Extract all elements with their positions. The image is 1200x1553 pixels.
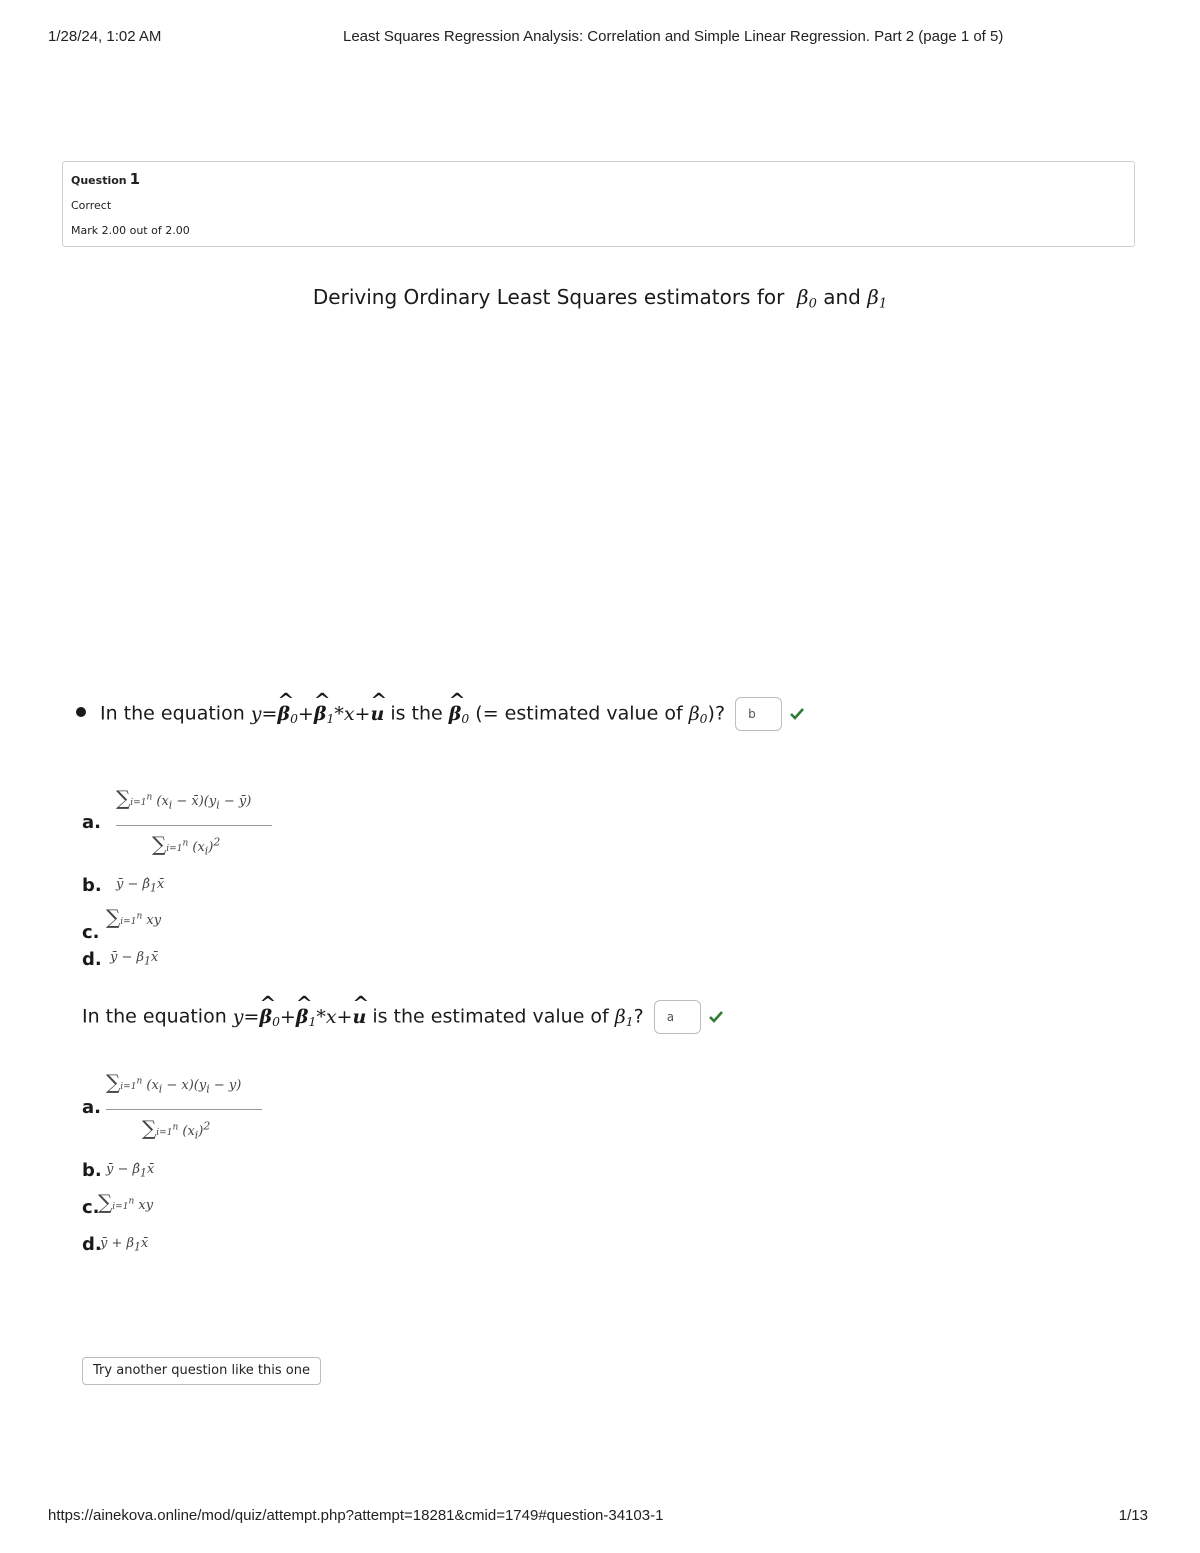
q2-option-a-denominator: $\sum i=1^n$ $(x_i)^2$	[142, 1116, 211, 1142]
q1-text-before: In the equation	[100, 702, 251, 725]
q2-beta1: $\beta_1$	[614, 1005, 634, 1029]
q2-option-d-label: d.	[82, 1234, 102, 1255]
print-date: 1/28/24, 1:02 AM	[48, 28, 162, 45]
question-number	[71, 170, 140, 188]
try-another-question-button[interactable]: Try another question like this one	[82, 1357, 321, 1385]
q1-option-a-label: a.	[82, 812, 101, 833]
q2-option-b-label: b.	[82, 1160, 102, 1181]
question-grade: Mark 2.00 out of 2.00	[71, 224, 190, 237]
correct-check-icon	[789, 707, 805, 721]
q1-answer-select[interactable]: b	[735, 697, 782, 731]
q2-option-d-formula: ȳ + $\beta_1x̄$	[100, 1236, 149, 1254]
q1-option-b-label: b.	[82, 875, 102, 896]
beta1-symbol: $\beta_1$	[867, 285, 888, 312]
page-heading	[0, 285, 1200, 311]
q1-option-a-fraction-bar	[116, 825, 272, 826]
q1-beta0-hat: ^ $\beta_0$	[449, 703, 469, 725]
q2-text-before: In the equation	[82, 1005, 233, 1028]
q1-equation: y=^ $\beta_0+\^{}$ $\beta_1*x+\^{}$ u	[251, 703, 385, 725]
subquestion-2	[82, 1000, 724, 1034]
correct-check-icon	[708, 1010, 724, 1024]
q2-equation: y=^ $\beta_0+\^{}$ $\beta_1*x+\^{}$ u	[233, 1006, 367, 1028]
q1-text-mid: is the	[384, 702, 449, 725]
q2-option-a-fraction-bar	[106, 1109, 262, 1110]
question-info-box	[62, 161, 1135, 247]
q1-option-d-label: d.	[82, 949, 102, 970]
q2-option-a-label: a.	[82, 1097, 101, 1118]
q2-option-c-label: c.	[82, 1197, 100, 1218]
question-number-value: 1	[129, 170, 141, 188]
heading-and: and	[823, 285, 861, 309]
q2-answer-select[interactable]: a	[654, 1000, 701, 1034]
q1-option-b-formula: ȳ − $\betâ_1x̄$	[116, 877, 165, 895]
subquestion-1	[76, 697, 805, 731]
q2-option-c-formula: $\sum i=1^n$ xy	[98, 1190, 154, 1214]
heading-text: Deriving Ordinary Least Squares estimators for	[312, 285, 785, 309]
q1-option-c-formula: $\sum i=1^n$ xy	[106, 905, 162, 929]
beta0-symbol: $\beta_0$	[790, 285, 817, 312]
print-page-number: 1/13	[1118, 1507, 1148, 1524]
q1-beta0: $\beta_0$	[688, 702, 708, 726]
question-label: Question	[71, 174, 127, 187]
q1-option-c-label: c.	[82, 922, 100, 943]
q2-text-end: ?	[633, 1005, 644, 1028]
q1-option-a-formula: $\sum i=1^n$ ($x_i$ − $x̄)(y_i$ − ȳ)	[116, 786, 252, 812]
print-url: https://ainekova.online/mod/quiz/attempt.php?attempt=18281&cmid=1749#question-34103-1	[48, 1507, 664, 1524]
q2-option-a-formula: $\sum i=1^n$ $(x_i - x)(y_i - y)$	[106, 1070, 242, 1096]
print-header	[48, 28, 1152, 48]
q2-option-b-formula: ȳ − $\betâ_1x̄$	[106, 1162, 155, 1180]
print-title: Least Squares Regression Analysis: Correlation and Simple Linear Regression. Part 2 (page 1 of 5)	[343, 28, 1004, 45]
q1-option-d-formula: ȳ − $\beta_1x̄$	[110, 950, 159, 968]
question-state: Correct	[71, 199, 112, 212]
q1-text-end: )?	[707, 702, 726, 725]
q2-text-mid: is the estimated value of	[366, 1005, 615, 1028]
q1-text-after: (= estimated value of	[469, 702, 689, 725]
bullet-icon	[76, 707, 86, 717]
print-footer	[48, 1507, 1148, 1527]
q1-option-a-denominator: $\sum i=1^n$ $(x_i)^2$	[152, 832, 221, 858]
